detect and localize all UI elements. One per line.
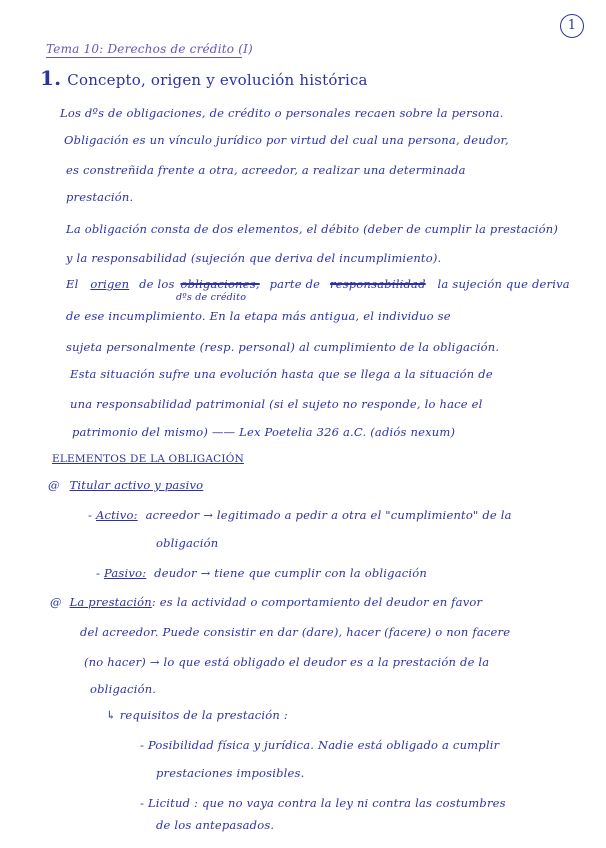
- struck-word: obligaciones,: [180, 277, 260, 291]
- word: El: [66, 277, 79, 291]
- text-line: [66, 277, 570, 291]
- text-line: es constreñida frente a otra, acreedor, a realizar una determinada: [66, 163, 466, 177]
- text-line: y la responsabilidad (sujeción que deriva del incumplimiento).: [66, 251, 442, 265]
- requirement-item: - Posibilidad física y jurídica. Nadie está obligado a cumplir: [140, 738, 500, 752]
- section-title: ELEMENTOS DE LA OBLIGACIÓN: [52, 453, 244, 465]
- bullet-marker: @: [50, 595, 62, 609]
- text-line: de ese incumplimiento. En la etapa más antigua, el individuo se: [66, 309, 451, 323]
- section-heading: [40, 66, 368, 90]
- page-number: 1: [560, 14, 584, 38]
- item-text: : es la actividad o comportamiento del deudor en favor: [151, 595, 483, 609]
- subitem-text: deudor → tiene que cumplir con la obligación: [154, 566, 428, 580]
- heading-text: Concepto, origen y evolución histórica: [67, 71, 368, 89]
- text-line: Obligación es un vínculo jurídico por virtud del cual una persona, deudor,: [64, 133, 509, 147]
- list-item: [48, 478, 203, 492]
- word: la sujeción que deriva: [437, 277, 570, 291]
- text-line: sujeta personalmente (resp. personal) al cumplimiento de la obligación.: [66, 340, 500, 354]
- text-line: ↳ requisitos de la prestación :: [106, 708, 288, 722]
- text-line: prestaciones imposibles.: [156, 766, 305, 780]
- text-line: prestación.: [66, 190, 134, 204]
- item-title: Titular activo y pasivo: [69, 478, 204, 492]
- text-line: de los antepasados.: [156, 818, 275, 832]
- text-line: Los dºs de obligaciones, de crédito o personales recaen sobre la persona.: [60, 106, 504, 120]
- list-subitem: - Pasivo: deudor → tiene que cumplir con la obligación: [96, 566, 428, 580]
- text-line: patrimonio del mismo) —— Lex Poetelia 326 a.C. (adiós nexum): [72, 425, 456, 439]
- text-line: La obligación consta de dos elementos, el débito (deber de cumplir la prestación): [66, 222, 559, 236]
- page-title: Tema 10: Derechos de crédito (I): [46, 42, 253, 56]
- text-line: una responsabilidad patrimonial (si el sujeto no responde, lo hace el: [70, 397, 483, 411]
- superscript-insert: dºs de crédito: [176, 292, 247, 303]
- subitem-label: Pasivo:: [103, 566, 147, 580]
- text-line: (no hacer) → lo que está obligado el deudor es a la prestación de la: [84, 655, 490, 669]
- bullet-marker: @: [48, 478, 60, 492]
- title-underline: [46, 57, 242, 58]
- text-line: Esta situación sufre una evolución hasta que se llega a la situación de: [70, 367, 493, 381]
- list-subitem: - Activo: acreedor → legitimado a pedir a otra el "cumplimiento" de la: [88, 508, 512, 522]
- underlined-word: origen: [90, 277, 130, 291]
- subitem-label: Activo:: [95, 508, 138, 522]
- text-line: obligación: [156, 536, 219, 550]
- struck-word: responsabilidad: [330, 277, 426, 291]
- requirement-item: - Licitud : que no vaya contra la ley ni contra las costumbres: [140, 796, 506, 810]
- text-line: del acreedor. Puede consistir en dar (dare), hacer (facere) o non facere: [80, 625, 511, 639]
- list-item: [50, 595, 482, 609]
- word: parte de: [269, 277, 321, 291]
- subitem-text: acreedor → legitimado a pedir a otra el "cumplimiento" de la: [145, 508, 512, 522]
- item-title: La prestación: [69, 595, 152, 609]
- text-line: obligación.: [90, 682, 157, 696]
- word: de los: [139, 277, 175, 291]
- heading-number: 1.: [40, 66, 62, 90]
